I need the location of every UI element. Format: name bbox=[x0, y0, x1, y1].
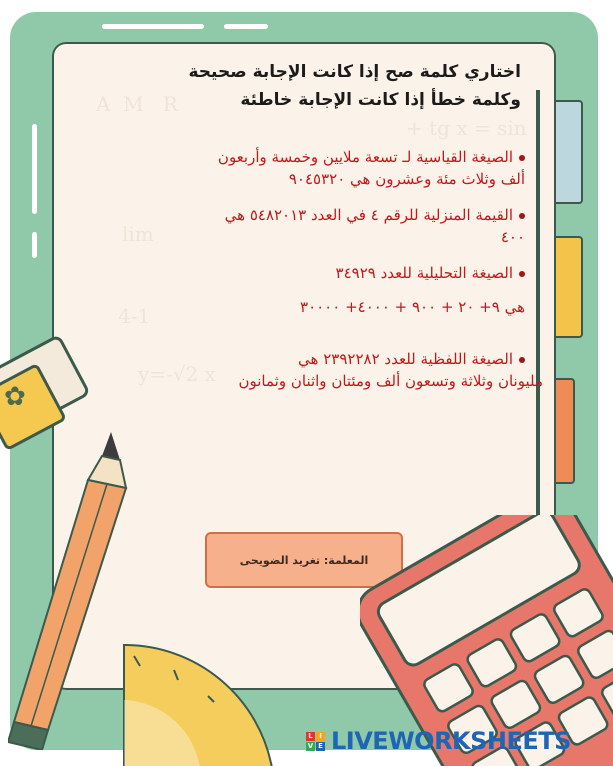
logo-tile-icon: L I V E bbox=[306, 732, 325, 751]
bullet-icon bbox=[519, 357, 525, 363]
statement-item bbox=[105, 146, 525, 190]
statement-1-line-1: الصيغة القياسية لـ تسعة ملايين وخمسة وأربعون bbox=[217, 148, 513, 166]
statement-item bbox=[105, 262, 525, 318]
instruction-line-2: وكلمة خطأ إذا كانت الإجابة خاطئة bbox=[240, 90, 521, 110]
liveworksheets-logo bbox=[306, 728, 571, 754]
background-doodle: 4-1 bbox=[118, 304, 151, 328]
decorative-line bbox=[224, 24, 268, 29]
logo-wordmark: LIVEWORKSHEETS bbox=[331, 727, 571, 755]
teacher-name-label: المعلمة: تغريد الضويحى bbox=[239, 553, 369, 567]
background-doodle: y=-√2 x bbox=[138, 362, 216, 386]
decorative-line bbox=[102, 24, 204, 29]
bullet-icon bbox=[519, 155, 525, 161]
statement-item bbox=[105, 204, 525, 248]
paper-edge-line bbox=[536, 90, 540, 560]
statement-2-line-1: القيمة المنزلية للرقم ٤ في العدد ٥٤٨٢٠١٣ هي bbox=[224, 206, 513, 224]
statement-3-line-2: هي ٩+ ٢٠ + ٩٠٠ + ٤٠٠٠+ ٣٠٠٠٠ bbox=[300, 298, 525, 316]
decorative-line bbox=[32, 232, 37, 258]
statement-item bbox=[105, 348, 543, 392]
flower-icon: ✿ bbox=[4, 382, 26, 412]
background-doodle: + tg x = sin bbox=[406, 116, 527, 140]
instruction-line-1: اختاري كلمة صح إذا كانت الإجابة صحيحة bbox=[188, 62, 521, 82]
protractor-illustration bbox=[104, 640, 274, 766]
statement-1-line-2: ألف وثلاث مئة وعشرون هي ٩٠٤٥٣٢٠ bbox=[288, 170, 525, 188]
statement-3-line-1: الصيغة التحليلية للعدد ٣٤٩٢٩ bbox=[335, 264, 513, 282]
statement-4-line-1: الصيغة اللفظية للعدد ٢٣٩٢٢٨٢ هي bbox=[298, 350, 513, 368]
background-doodle: lim bbox=[122, 222, 154, 246]
bullet-icon bbox=[519, 213, 525, 219]
decorative-line bbox=[32, 124, 37, 214]
statement-2-line-2: ٤٠٠ bbox=[500, 228, 525, 246]
statement-4-line-2: مليونان وثلاثة وتسعون ألف ومئتان واثنان وثمانون bbox=[238, 372, 543, 390]
background-doodle: A M R bbox=[96, 92, 178, 116]
statement-list bbox=[105, 146, 543, 406]
worksheet-instructions bbox=[101, 58, 521, 114]
bullet-icon bbox=[519, 271, 525, 277]
